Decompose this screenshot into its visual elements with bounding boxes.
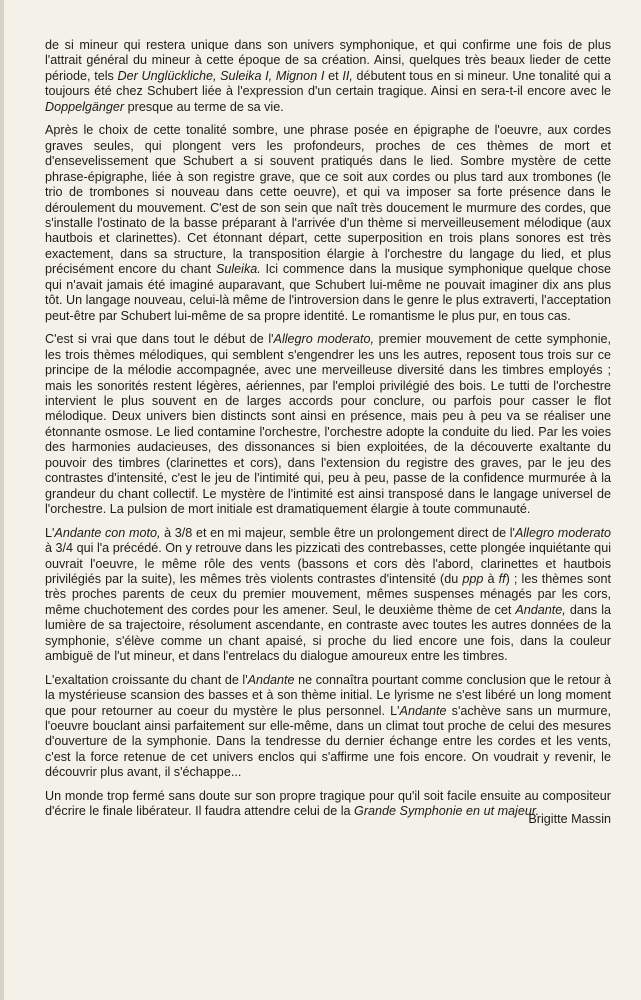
italic-text: Andante con moto, (54, 525, 161, 540)
italic-text: Andante, (515, 602, 566, 617)
italic-text: ff (498, 571, 506, 586)
text-run: dans la lumière de sa trajectoire, résolument ascendante, en contraste avec toutes les autres données de la symphonie, s'élève comme un chant apaisé, si proche du lied encore une fois, dans la couleur ambiguë de l'ut mineur, et dans l'entrelacs du dialogue amoureux entre les timbres. (45, 602, 611, 664)
text-run: Un monde trop fermé sans doute sur son propre tragique pour qu'il soit facile ensuite au compositeur d'écrire le finale libérateur. Il faudra attendre celui de la (45, 788, 611, 819)
text-run: L'exaltation croissante du chant de l' (45, 672, 248, 687)
text-run: premier mouvement de cette symphonie, les trois thèmes mélodiques, qui semblent s'engendrer les uns les autres, reposent tous trois sur ce principe de la mélodie accompagnée, avec une merveilleuse diversité dans les timbres employés ; mais les sonorités restent légères, aériennes, par l'emploi privilégié des bois. Le tutti de l'orchestre intervient le plus souvent en de larges accords pour conclure, ou parfois pour casser le flot mélodique. Deux univers bien distincts sont ainsi en présence, mais peu à peu va se réaliser une étonnante osmose. Le lied contamine l'orchestre, l'orchestre adopte la conduite du lied. Par les voies des harmonies audacieuses, des dissonances si bien exploitées, de la découverte exaltante du pouvoir des timbres (clarinettes et cors), dans l'extension du registre des graves, par le jeu des contrastes d'intensité, c'est le jeu de l'intimité qui, peu à peu, passe de la confidence murmurée à la grandeur du chant collectif. Le mystère de l'intimité est ainsi transposé dans le langage universel de l'orchestre. La pulsion de mort initiale est dramatiquement élargie à toute communauté. (45, 332, 611, 517)
paragraph (45, 673, 611, 781)
text-run: à 3/4 qui l'a précédé. On y retrouve dans les pizzicati des contrebasses, cette plongée inquiétante qui ouvrait l'oeuvre, le même rôle des vents (bassons et cors dès l'abord, clarinettes et hautbois privilégiés par la suite), les mêmes très violents contrastes d'intensité (du (45, 541, 611, 586)
text-run: C'est si vrai que dans tout le début de l' (45, 332, 274, 347)
text-run: ) ; les thèmes sont très proches parents de ceux du premier mouvement, mêmes suspenses ménagés par les cors, même chuchotement des cordes pour les amener. Seul, le deuxième thème de cet (45, 571, 611, 617)
italic-text: Suleika. (215, 262, 261, 277)
paragraph (45, 526, 611, 665)
italic-text: Allegro moderato (514, 525, 612, 540)
paragraph (45, 332, 611, 517)
italic-text: Der Unglückliche, Suleika I, Mignon I (117, 68, 325, 83)
author-signature: Brigitte Massin (528, 811, 611, 826)
italic-text: Andante (247, 672, 295, 687)
text-run: presque au terme de sa vie. (124, 99, 284, 114)
italic-text: Grande Symphonie en ut majeur. (354, 804, 540, 819)
italic-text: Allegro moderato, (273, 332, 375, 347)
page-edge (0, 0, 4, 1000)
text-run: Après le choix de cette tonalité sombre, une phrase posée en épigraphe de l'oeuvre, aux cordes graves seules, qui plongent vers les profondeurs, proches de ces thèmes de mort et d'ensevelissement que Schubert a si souvent pratiqués dans le lied. Sombre mystère de cette phrase-épigraphe, liée à son registre grave, que ce soit aux cordes ou plus tard aux trombones (le trio de trombones si nouveau dans cette oeuvre), et qui va imposer sa forte présence dans le déroulement du mouvement. C'est de son sein que naît très doucement le murmure des cordes, que s'installe l'ostinato de la basse préparant à l'arrivée d'un thème si merveilleusement mélodique (aux hautbois et clarinettes). Cet étonnant départ, cette superposition en trois plans sonores est très exactement, dans sa structure, la transposition élargie à l'orchestre du langage du lied, et plus précisément encore du chant (45, 123, 611, 277)
text-run: s'achève sans un murmure, l'oeuvre bouclant ainsi parfaitement sur elle-même, dans un climat tout proche de celui des mesures d'ouverture de la symphonie. Dans la tendresse du dernier échange entre les cordes et les vents, c'est la force retenue de cet univers enclos qui s'affirme une fois encore. On voudrait y revenir, le découvrir plus avant, il s'échappe... (45, 703, 611, 780)
italic-text: ppp (462, 571, 484, 586)
text-run: L' (45, 525, 55, 540)
italic-text: Andante (399, 703, 447, 718)
text-run: de si mineur qui restera unique dans son univers symphonique, et qui confirme une fois de plus l'attrait général du mineur à cette époque de sa création. Ainsi, quelques très beaux lieder de cette période, tels (45, 38, 611, 83)
text-run: ne connaîtra pourtant comme conclusion que le retour à la mystérieuse scansion des basses et à son thème initial. Le lyrisme ne s'est libéré un long moment que pour retourner au coeur du mystère le plus personnel. L' (45, 672, 611, 718)
paragraph (45, 789, 611, 820)
text-run: Ici commence dans la musique symphonique quelque chose qui n'avait jamais été imaginé auparavant, que Schubert lui-même ne pouvait imaginer dix ans plus tôt. Un langage nouveau, celui-là même de l'introversion dans le genre le plus extraverti, l'acceptation peut-être par Schubert lui-même de sa propre identité. Le romantisme le plus pur, en tous cas. (45, 262, 611, 323)
paragraph (45, 123, 611, 324)
article-body (45, 38, 611, 820)
italic-text: II, (342, 68, 353, 83)
text-run: à 3/8 et en mi majeur, semble être un prolongement direct de l' (160, 525, 515, 540)
paragraph (45, 38, 611, 115)
text-run: et (324, 68, 343, 83)
italic-text: Doppelgänger (45, 99, 125, 114)
text-run: à (483, 571, 499, 586)
text-run: débutent tous en si mineur. Une tonalité qui a toujours été chez Schubert liée à l'expression d'un certain tragique. Ainsi en sera-t-il encore avec le (45, 68, 611, 99)
